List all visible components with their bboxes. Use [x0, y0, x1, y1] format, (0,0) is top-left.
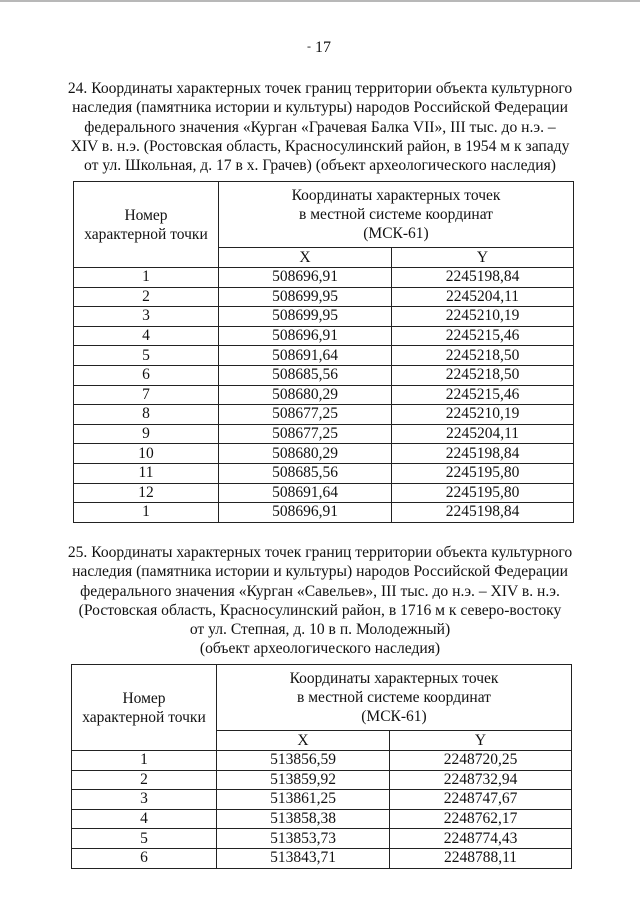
- section-25-heading: [60, 543, 580, 659]
- y-value: 2245215,46: [392, 326, 574, 346]
- table-row: [74, 326, 574, 346]
- y-value: 2245198,84: [392, 268, 574, 288]
- x-value: 508696,91: [219, 326, 392, 346]
- x-value: 508691,64: [219, 483, 392, 503]
- point-number: 4: [72, 809, 217, 829]
- coordinates-header: Координаты характерных точек в местной системе координат (МСК-61): [219, 182, 574, 248]
- y-value: 2245204,11: [392, 424, 574, 444]
- point-number: 3: [74, 307, 219, 327]
- point-number: 5: [72, 829, 217, 849]
- table-row: [74, 424, 574, 444]
- table-row: [74, 268, 574, 288]
- table-row: [72, 848, 572, 868]
- y-column-header: Y: [392, 248, 574, 268]
- table-row: [74, 444, 574, 464]
- y-value: 2245210,19: [392, 307, 574, 327]
- x-value: 508685,56: [219, 463, 392, 483]
- x-value: 513853,73: [217, 829, 390, 849]
- table-row: [72, 751, 572, 771]
- table-row: [74, 365, 574, 385]
- heading-line: от ул. Школьная, д. 17 в х. Грачев) (объект археологического наследия): [84, 157, 556, 175]
- y-value: 2248774,43: [390, 829, 572, 849]
- y-value: 2245204,11: [392, 287, 574, 307]
- table-row: [74, 307, 574, 327]
- point-number: 4: [74, 326, 219, 346]
- table-row: [74, 346, 574, 366]
- x-value: 508691,64: [219, 346, 392, 366]
- y-value: 2245195,80: [392, 483, 574, 503]
- y-value: 2245215,46: [392, 385, 574, 405]
- table-header-row: [72, 665, 572, 731]
- heading-line: федерального значения «Курган «Грачевая Балка VII», III тыс. до н.э. –: [84, 118, 556, 136]
- coordinates-header: Координаты характерных точек в местной системе координат (МСК-61): [217, 665, 572, 731]
- x-value: 508677,25: [219, 424, 392, 444]
- x-value: 508696,91: [219, 503, 392, 523]
- x-value: 508699,95: [219, 307, 392, 327]
- x-value: 513859,92: [217, 770, 390, 790]
- y-value: 2245218,50: [392, 365, 574, 385]
- table-row: [74, 405, 574, 425]
- point-number: 8: [74, 405, 219, 425]
- point-number: 12: [74, 483, 219, 503]
- y-value: 2248720,25: [390, 751, 572, 771]
- point-number: 1: [74, 268, 219, 288]
- x-value: 513856,59: [217, 751, 390, 771]
- point-number: 2: [74, 287, 219, 307]
- table-row: [74, 287, 574, 307]
- table-row: [74, 385, 574, 405]
- x-value: 513861,25: [217, 790, 390, 810]
- y-value: 2248762,17: [390, 809, 572, 829]
- x-value: 508680,29: [219, 444, 392, 464]
- point-number: 2: [72, 770, 217, 790]
- point-number: 9: [74, 424, 219, 444]
- x-column-header: X: [217, 731, 390, 751]
- y-value: 2248788,11: [390, 848, 572, 868]
- table-row: [72, 809, 572, 829]
- y-value: 2248747,67: [390, 790, 572, 810]
- y-value: 2245198,84: [392, 503, 574, 523]
- y-value: 2248732,94: [390, 770, 572, 790]
- heading-line: федерального значения «Курган «Савельев», III тыс. до н.э. – XIV в. н.э.: [80, 582, 560, 600]
- heading-line: от ул. Степная, д. 10 в п. Молодежный): [189, 621, 451, 639]
- y-value: 2245198,84: [392, 444, 574, 464]
- point-number: 7: [74, 385, 219, 405]
- point-number-header: Номер характерной точки: [72, 665, 217, 751]
- heading-line: 24. Координаты характерных точек границ территории объекта культурного: [67, 80, 573, 97]
- x-value: 508680,29: [219, 385, 392, 405]
- section-24-heading: [60, 79, 580, 175]
- x-column-header: X: [219, 248, 392, 268]
- point-number: 5: [74, 346, 219, 366]
- heading-line: наследия (памятника истории и культуры) народов Российской Федерации: [72, 99, 568, 117]
- x-value: 513858,38: [217, 809, 390, 829]
- point-number: 6: [72, 848, 217, 868]
- section-25-coordinates-table: [71, 664, 572, 869]
- x-value: 508696,91: [219, 268, 392, 288]
- y-column-header: Y: [390, 731, 572, 751]
- point-number: 1: [74, 503, 219, 523]
- table-row: [74, 463, 574, 483]
- point-number: 10: [74, 444, 219, 464]
- table-header-row: [74, 182, 574, 248]
- table-row: [72, 829, 572, 849]
- page-number-value: 17: [315, 39, 331, 56]
- point-number: 6: [74, 365, 219, 385]
- point-number: 3: [72, 790, 217, 810]
- point-number: 11: [74, 463, 219, 483]
- y-value: 2245218,50: [392, 346, 574, 366]
- x-value: 508699,95: [219, 287, 392, 307]
- page-number-mark: -: [307, 39, 311, 53]
- heading-line: (объект археологического наследия): [199, 640, 441, 658]
- y-value: 2245210,19: [392, 405, 574, 425]
- heading-line: (Ростовская область, Красносулинский район, в 1716 м к северо-востоку: [78, 601, 562, 619]
- point-number: 1: [72, 751, 217, 771]
- heading-line: XIV в. н.э. (Ростовская область, Красносулинский район, в 1954 м к западу: [70, 137, 570, 155]
- page-top-edge: [0, 0, 640, 2]
- table-row: [72, 790, 572, 810]
- heading-line: 25. Координаты характерных точек границ территории объекта культурного: [67, 544, 573, 561]
- table-row: [72, 770, 572, 790]
- table-row: [74, 483, 574, 503]
- table-row: [74, 503, 574, 523]
- y-value: 2245195,80: [392, 463, 574, 483]
- section-24-coordinates-table: [73, 181, 574, 523]
- x-value: 508677,25: [219, 405, 392, 425]
- heading-line: наследия (памятника истории и культуры) народов Российской Федерации: [72, 563, 568, 581]
- page-number: [0, 39, 640, 57]
- point-number-header: Номер характерной точки: [74, 182, 219, 268]
- x-value: 513843,71: [217, 848, 390, 868]
- x-value: 508685,56: [219, 365, 392, 385]
